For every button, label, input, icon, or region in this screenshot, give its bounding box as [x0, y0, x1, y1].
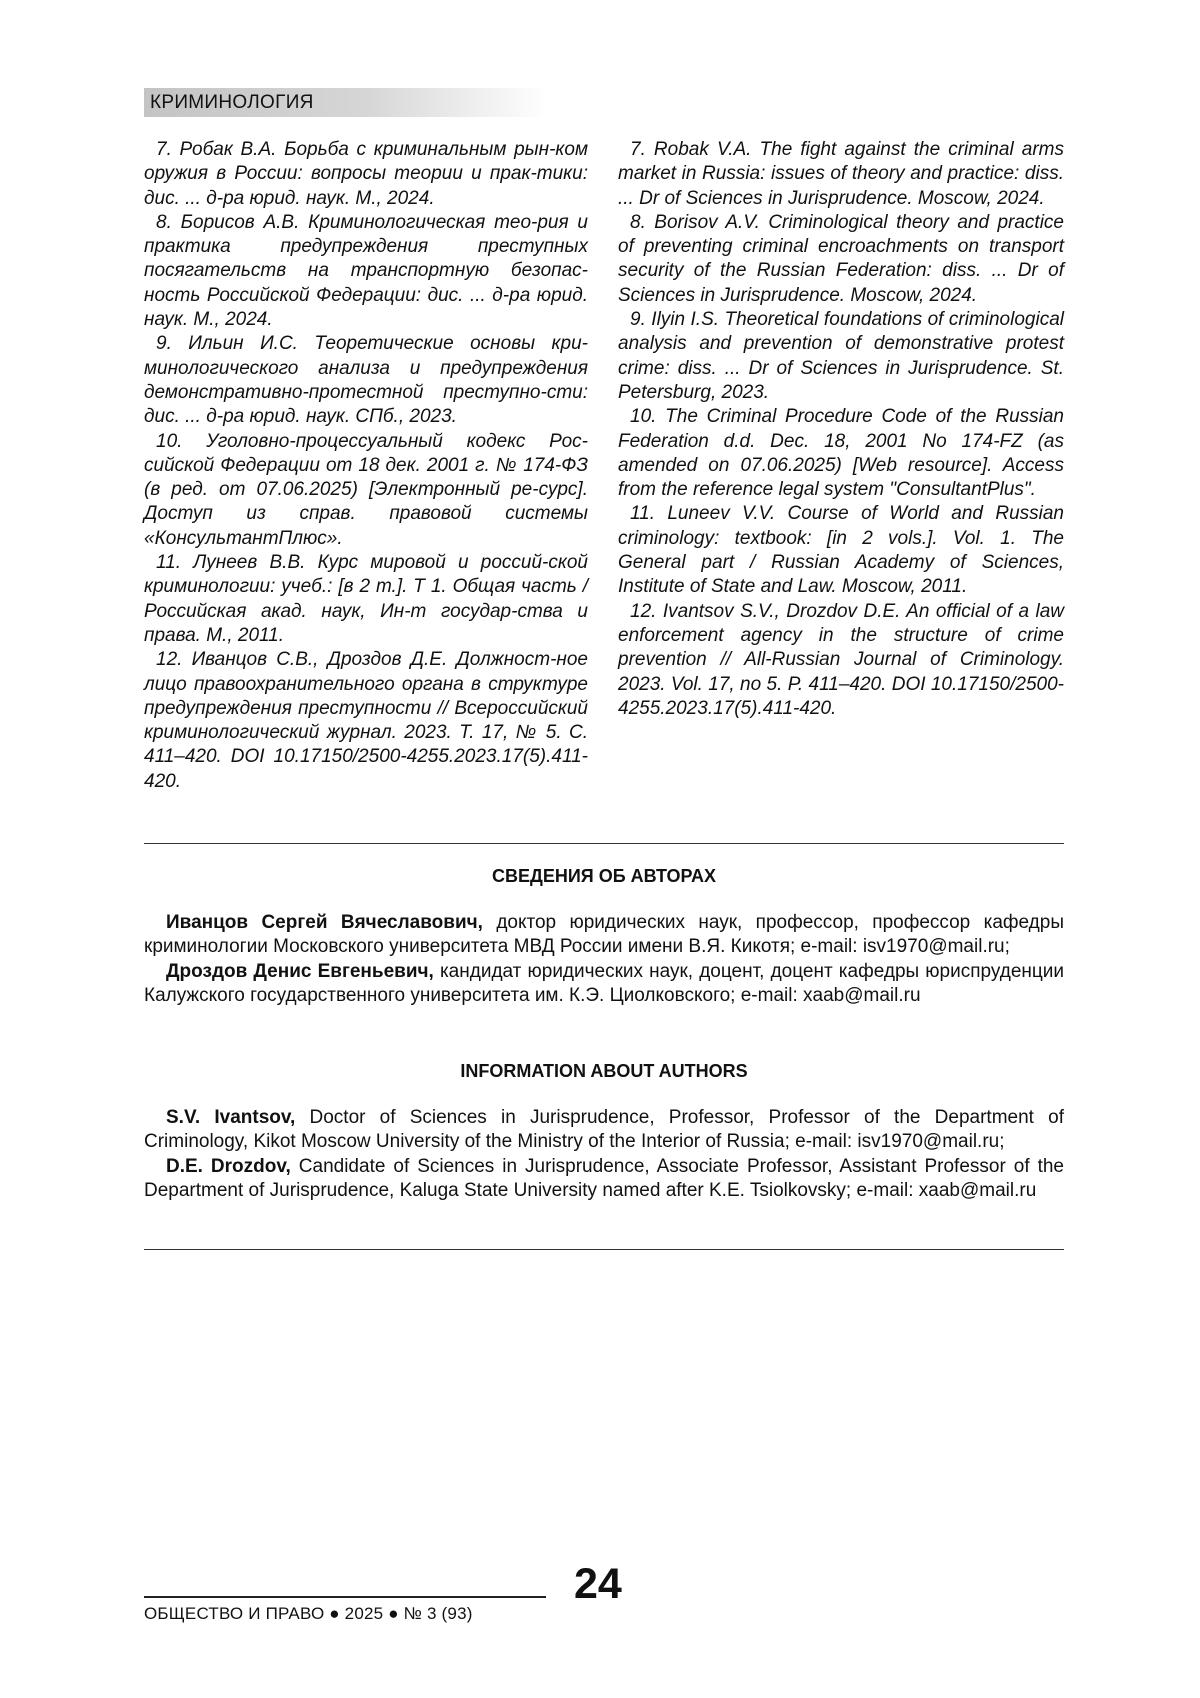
references-ru-column	[144, 138, 588, 794]
author-ru-ivantsov	[144, 911, 1064, 960]
author-ru-drozdov	[144, 960, 1064, 1009]
reference-en-12: 12. Ivantsov S.V., Drozdov D.E. An official of a law enforcement agency in the structure of crime prevention // All-Russian Journal of Criminology. 2023. Vol. 17, no 5. P. 411–420. DOI 10.17150/2500- 4255.2023.17(5).411-420.	[618, 600, 1064, 721]
reference-ru-12: 12. Иванцов С.В., Дроздов Д.Е. Должност-ное лицо правоохранительного органа в структуре предупреждения преступности // Всероссийский криминологический журнал. 2023. Т. 17, № 5. С. 411–420. DOI 10.17150/2500-4255.2023.17(5).411-420.	[144, 648, 588, 794]
page-number: 24	[574, 1560, 622, 1609]
reference-ru-10: 10. Уголовно-процессуальный кодекс Рос-сийской Федерации от 18 дек. 2001 г. № 174-ФЗ (в ред. от 07.06.2025) [Электронный ре-сурс]. Доступ из справ. правовой системы «КонсультантПлюс».	[144, 430, 588, 551]
author-en-ivantsov	[144, 1106, 1064, 1155]
footer-journal-info: ОБЩЕСТВО И ПРАВО ● 2025 ● № 3 (93)	[144, 1604, 473, 1624]
reference-en-7: 7. Robak V.A. The fight against the criminal arms market in Russia: issues of theory and practice: diss. ... Dr of Sciences in Jurisprudence. Moscow, 2024.	[618, 138, 1064, 211]
author-en-drozdov	[144, 1155, 1064, 1204]
reference-ru-7: 7. Робак В.А. Борьба с криминальным рын-ком оружия в России: вопросы теории и прак-тики: дис. ... д-ра юрид. наук. М., 2024.	[144, 138, 588, 211]
authors-en-heading: INFORMATION ABOUT AUTHORS	[144, 1061, 1064, 1082]
author-ru-details: кандидат юридических наук, доцент, доцент кафедры юриспруденции Калужского государственного университета им. К.Э. Циолковского; e-mail: xaab@mail.ru	[144, 961, 1064, 1006]
divider-top	[144, 843, 1064, 844]
reference-ru-11: 11. Лунеев В.В. Курс мировой и россий-ской криминологии: учеб.: [в 2 т.]. Т 1. Общая часть / Российская акад. наук, Ин-т государ-ства и права. М., 2011.	[144, 551, 588, 648]
author-en-name: S.V. Ivantsov,	[166, 1107, 295, 1128]
author-ru-name: Дроздов Денис Евгеньевич,	[166, 961, 434, 982]
author-en-name: D.E. Drozdov,	[166, 1156, 291, 1177]
author-en-details: Doctor of Sciences in Jurisprudence, Professor, Professor of the Department of Criminology, Kikot Moscow University of the Ministry of the Interior of Russia; e-mail: isv1970@mail.ru;	[144, 1107, 1064, 1152]
reference-en-10: 10. The Criminal Procedure Code of the Russian Federation d.d. Dec. 18, 2001 No 174-FZ (as amended on 07.06.2025) [Web resource]. Access from the reference legal system "ConsultantPlus".	[618, 405, 1064, 502]
authors-ru-heading: СВЕДЕНИЯ ОБ АВТОРАХ	[144, 866, 1064, 887]
authors-ru-block	[144, 911, 1064, 1008]
author-en-details: Candidate of Sciences in Jurisprudence, Associate Professor, Assistant Professor of the Department of Jurisprudence, Kaluga State University named after K.E. Tsiolkovsky; e-mail: xaab@mail.ru	[144, 1156, 1064, 1201]
reference-en-9: 9. Ilyin I.S. Theoretical foundations of criminological analysis and prevention of demonstrative protest crime: diss. ... Dr of Sciences in Jurisprudence. St. Petersburg, 2023.	[618, 308, 1064, 405]
author-ru-details: доктор юридических наук, профессор, профессор кафедры криминологии Московского университета МВД России имени В.Я. Кикотя; e-mail: isv1970@mail.ru;	[144, 912, 1064, 957]
author-ru-name: Иванцов Сергей Вячеславович,	[166, 912, 483, 933]
authors-en-block	[144, 1106, 1064, 1203]
footer-rule	[144, 1596, 546, 1598]
reference-en-8: 8. Borisov A.V. Criminological theory and practice of preventing criminal encroachments on transport security of the Russian Federation: diss. ... Dr of Sciences in Jurisprudence. Moscow, 2024.	[618, 211, 1064, 308]
reference-ru-9: 9. Ильин И.С. Теоретические основы кри-минологического анализа и предупреждения демонстративно-протестной преступно-сти: дис. ... д-ра юрид. наук. СПб., 2023.	[144, 332, 588, 429]
section-header-title: КРИМИНОЛОГИЯ	[150, 92, 314, 114]
reference-ru-8: 8. Борисов А.В. Криминологическая тео-рия и практика предупреждения преступных посягательств на транспортную безопас-ность Российской Федерации: дис. ... д-ра юрид. наук. М., 2024.	[144, 211, 588, 332]
reference-en-11: 11. Luneev V.V. Course of World and Russian criminology: textbook: [in 2 vols.]. Vol. 1. The General part / Russian Academy of Sciences, Institute of State and Law. Moscow, 2011.	[618, 502, 1064, 599]
references-en-column	[618, 138, 1064, 721]
divider-bottom	[144, 1249, 1064, 1250]
